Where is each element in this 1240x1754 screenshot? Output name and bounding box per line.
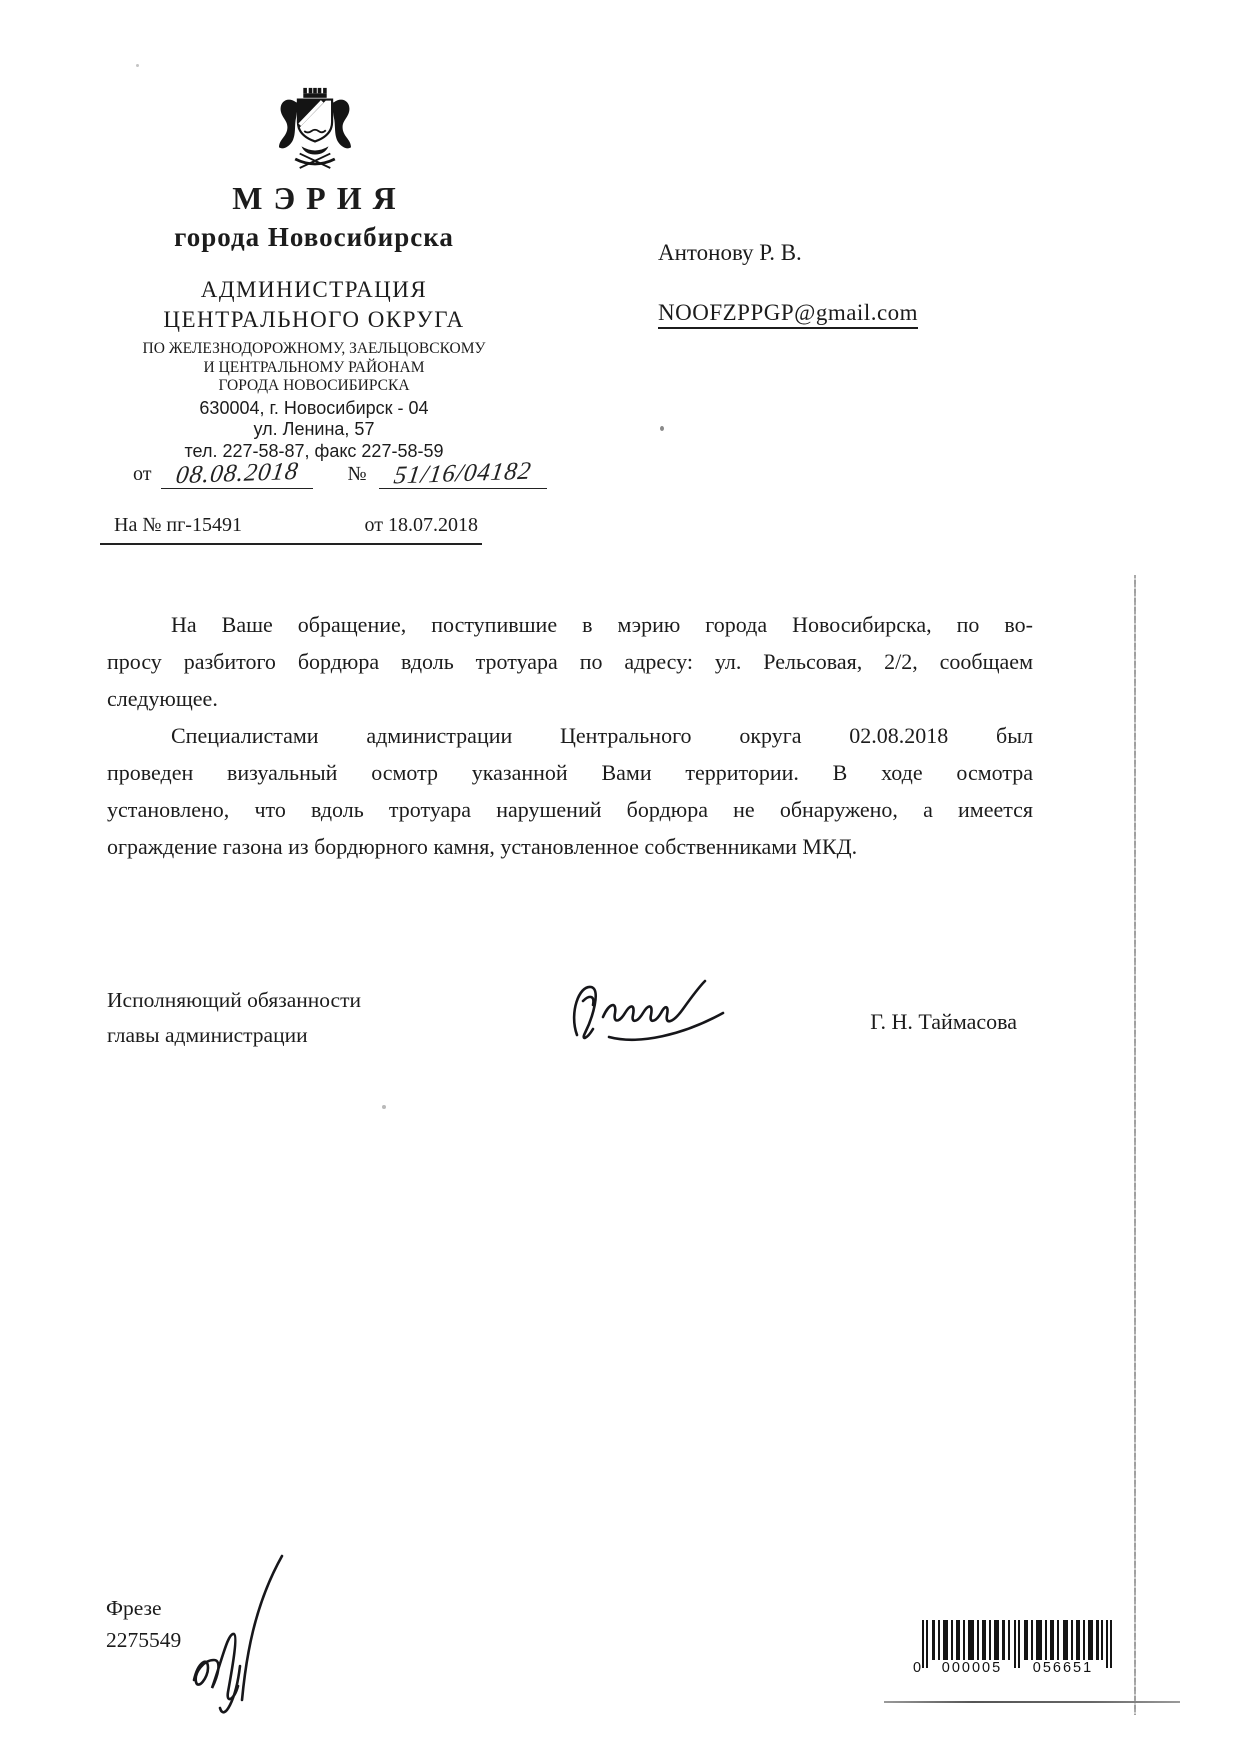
barcode-digits-group1: 000005 — [934, 1660, 1010, 1676]
signer-position-line1: Исполняющий обязанности — [107, 988, 361, 1012]
executor-name: Фрезе — [106, 1596, 162, 1620]
org-title: МЭРИЯ — [232, 180, 407, 216]
date-field — [161, 457, 313, 490]
paragraph1-line3: следующее. — [107, 686, 218, 711]
department-districts-line2: И ЦЕНТРАЛЬНОМУ РАЙОНАМ — [203, 358, 425, 376]
scan-speck — [382, 1105, 386, 1109]
barcode-digit-left: 0 — [913, 1660, 922, 1676]
phone-fax: тел. 227-58-87, факс 227-58-59 — [184, 440, 444, 461]
paragraph2-line1: Специалистами администрации Центрального округа 02.08.2018 был — [171, 723, 1033, 748]
outgoing-reference-line — [133, 457, 547, 490]
postal-address: 630004, г. Новосибирск - 04 — [199, 397, 429, 418]
letterhead — [58, 180, 570, 462]
executor-phone: 2275549 — [106, 1628, 182, 1652]
barcode-digits — [913, 1658, 1118, 1678]
barcode — [913, 1620, 1118, 1682]
barcode-digits-group2: 056651 — [1024, 1660, 1102, 1676]
handwritten-number: 51/16/04182 — [392, 457, 534, 490]
org-subtitle: города Новосибирска — [174, 222, 454, 252]
signature-block — [107, 983, 1033, 1093]
incoming-reference-line — [100, 514, 482, 545]
paragraph1-line1: На Ваше обращение, поступившие в мэрию города Новосибирска, по во- — [171, 612, 1033, 637]
signature-autograph-icon — [547, 969, 757, 1069]
paragraph1-line2: просу разбитого бордюра вдоль тротуара по адресу: ул. Рельсовая, 2/2, сообщаем — [107, 649, 1033, 674]
paragraph2-line2: проведен визуальный осмотр указанной Вами территории. В ходе осмотра — [107, 760, 1033, 785]
scan-speck — [660, 426, 664, 431]
scan-edge-line-vertical — [1134, 575, 1136, 1715]
department-districts-line3: ГОРОДА НОВОСИБИРСКА — [218, 377, 410, 394]
handwritten-date: 08.08.2018 — [174, 457, 301, 490]
department-line1: АДМИНИСТРАЦИЯ — [200, 277, 428, 302]
letter-body — [107, 606, 1033, 865]
recipient-email: NOOFZPPGP@gmail.com — [658, 300, 918, 329]
signer-name: Г. Н. Таймасова — [870, 1009, 1017, 1034]
scan-edge-line-horizontal — [884, 1701, 1180, 1703]
recipient-name: Антонову Р. В. — [658, 240, 802, 265]
incoming-number: На № пг-15491 — [114, 514, 242, 536]
paragraph2-line3: установлено, что вдоль тротуара нарушений бордюра не обнаружено, а имеется — [107, 797, 1033, 822]
paragraph2-line4: ограждение газона из бордюрного камня, установленное собственниками МКД. — [107, 834, 858, 859]
handwritten-mark-icon — [178, 1548, 333, 1733]
department-districts-line1: ПО ЖЕЛЕЗНОДОРОЖНОМУ, ЗАЕЛЬЦОВСКОМУ — [142, 340, 486, 357]
number-field — [379, 457, 547, 490]
signer-position-line2: главы администрации — [107, 1023, 308, 1047]
scan-speck — [136, 64, 139, 67]
novosibirsk-coat-of-arms-icon — [270, 86, 360, 178]
executor-block — [106, 1592, 181, 1656]
recipient-block — [658, 240, 918, 329]
street-address: ул. Ленина, 57 — [253, 419, 375, 439]
department-line2: ЦЕНТРАЛЬНОГО ОКРУГА — [163, 307, 465, 332]
number-label: № — [347, 463, 367, 485]
date-label: от — [133, 463, 152, 485]
incoming-date: от 18.07.2018 — [364, 514, 478, 536]
